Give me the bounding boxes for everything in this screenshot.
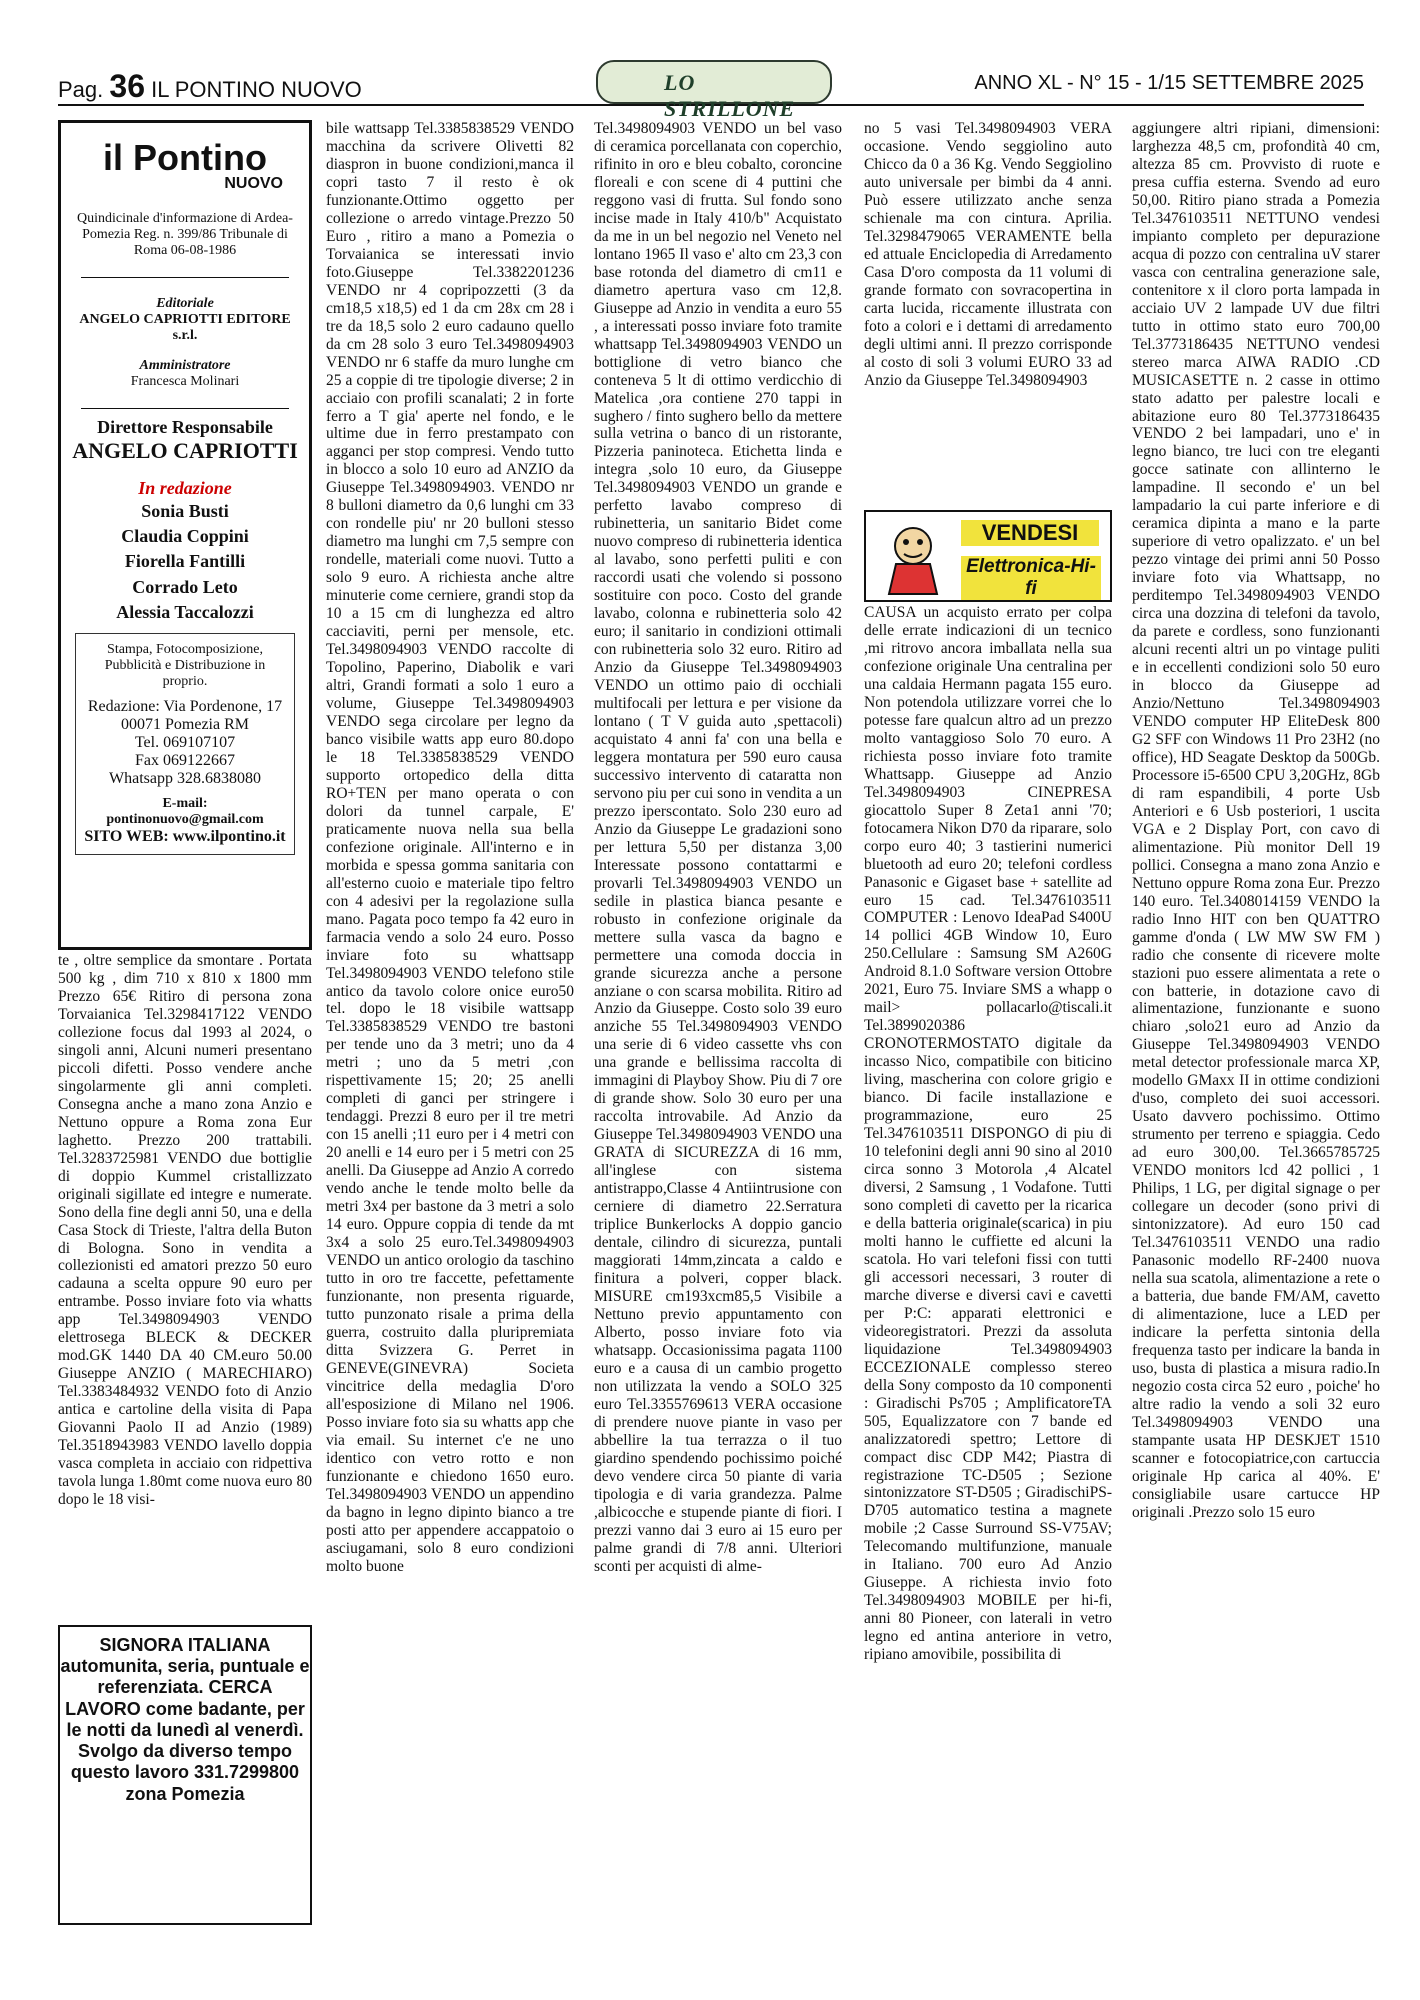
signora-ad xyxy=(58,1625,312,1925)
page-header xyxy=(58,68,1364,121)
editoriale-label: Editoriale xyxy=(156,296,214,311)
classifieds-col-2 xyxy=(326,120,574,1575)
page-number xyxy=(58,68,362,105)
address: Redazione: Via Pordenone, 17 00071 Pomezia RM xyxy=(87,697,283,733)
direttore: ANGELO CAPRIOTTI xyxy=(72,438,298,463)
fax: Fax 069122667 xyxy=(135,751,235,769)
vendesi-subtitle: Elettronica-Hi-fi xyxy=(961,556,1101,600)
classifieds-col-5 xyxy=(1132,120,1380,1522)
vendor-mascot-icon xyxy=(874,518,952,596)
strillone-logo xyxy=(596,60,832,121)
issue-info: ANNO XL - N° 15 - 1/15 SETTEMBRE 2025 xyxy=(974,72,1364,94)
registration-info: Quindicinale d'informazione di Ardea-Pomezia Reg. n. 399/86 Tribunale di Roma 06-08-1986 xyxy=(77,211,293,258)
paper-name: IL PONTINO NUOVO xyxy=(151,77,362,102)
classifieds-col-4 xyxy=(864,120,1112,390)
classifieds-col-1 xyxy=(58,952,312,1509)
masthead-title: il Pontino xyxy=(103,137,267,178)
editoriale: ANGELO CAPRIOTTI EDITORE s.r.l. xyxy=(79,312,291,343)
masthead-box xyxy=(58,120,312,950)
pag-label: Pag. xyxy=(58,77,104,102)
divider xyxy=(81,277,289,278)
vendesi-banner xyxy=(864,510,1112,602)
signora-text: SIGNORA ITALIANA automunita, seria, puntuale e referenziata. CERCA LAVORO come badante, per le notti da lunedì al venerdì. Svolgo da diverso tempo questo lavoro 331.7299800 zona Pomezia xyxy=(60,1635,310,1804)
amministratore-label: Amministratore xyxy=(139,358,231,373)
masthead-subtitle: NUOVO xyxy=(224,175,283,192)
pag-num: 36 xyxy=(109,68,145,104)
redazione-names: Sonia Busti Claudia Coppini Fiorella Fantilli Corrado Leto Alessia Taccalozzi xyxy=(116,501,254,622)
vendesi-title: VENDESI xyxy=(961,520,1099,546)
amministratore: Francesca Molinari xyxy=(130,374,240,389)
stampa-info: Stampa, Fotocomposizione, Pubblicità e Distribuzione in proprio. xyxy=(104,641,266,689)
direttore-label: Direttore Responsabile xyxy=(97,417,273,437)
classified-text: bile wattsapp Tel.3385838529 VENDO macchina da scrivere Olivetti 82 diaspron in buone condizioni,manca il copri tasto 7 il resto è ok funzionante.Ottimo oggetto per collezione o arredo vintage.Prezzo 50 Euro , ritiro a mano a Pomezia o Torvaianica se interessati invio foto.Giuseppe Tel.3382201236 VENDO nr 4 copripozzetti (3 da cm18,5 x18,5) ed 1 da cm 28x cm 28 i tre da 18,5 solo 2 euro cadauno quello da cm 28 solo 3 euro Tel.3498094903 VENDO nr 6 staffe da muro lunghe cm 25 a coppie di tre tipologie diverse; 2 in acciaio con profili scanalati; 2 in forte ferro a T gia' aperte nel fondo, e le ultime due in ferro prestampato con agganci per stop compresi. Vendo tutto in blocco a solo 10 euro ad ANZIO da Giuseppe Tel.3498094903. VENDO nr 8 bulloni diametro da 0,6 lunghi cm 33 con rondelle piu' nr 20 bulloni stesso diametro ma lunghi cm 7,5 sempre con rondelle, materiali come nuovi. Tutto a solo 9 euro. A richiesta anche altre minuterie come cerniere, grandi stop da 10 a 15 cm di lunghezza ed altro cacciaviti, perni per mensole, etc. Tel.3498094903 VENDO raccolte di Topolino, Paperino, Diabolik e vari altri, Grandi formati a solo 1 euro a volume, Giuseppe Tel.3498094903 VENDO sega circolare per legno da banco visibile watts app euro 80.dopo le 18 Tel.3385838529 VENDO supporto ortopedico della ditta RO+TEN per mano operata o con dolori da tunnel carpale, E' praticamente nuova nella sua bella confezione originale. All'interno e in morbida e spessa gomma sanitaria con all'esterno cuoio e materiale tipo feltro con 4 adesivi per la regolazione sulla mano. Pagata poco tempo fa 42 euro in farmacia vendo a solo 24 euro. Posso inviare foto su whattsapp Tel.3498094903 VENDO telefono stile antico da tavolo colore onice euro50 tel. dopo le 18 visibile wattsapp Tel.3385838529 VENDO tre bastoni per tende uno da 3 metri; uno da 4 metri ; uno da 5 metri ,con rispettivamente 15; 20; 25 anelli completi di ganci per stringere i tendaggi. Prezzi 8 euro per il tre metri con 15 anelli ;11 euro per i 4 metri con 20 anelli e 14 euro per i 5 metri con 25 anelli. Da Giuseppe ad Anzio A corredo vendo anche le tende molto belle da metri 3x4 per bastone da 3 metri a solo 14 euro. Oppure coppia di tende da mt 3x4 a solo 25 euro.Tel.3498094903 VENDO un antico orologio da taschino tutto in oro tre faccette, pefettamente funzionante, non presenta riguarde, tutto punzonato risale a prima della guerra, costruito dalla pluripremiata ditta Svizzera G. Perret in GENEVE(GINEVRA) Societa vincitrice della medaglia D'oro all'esposizione di Milano nel 1906. Posso inviare foto sia su whatts app che via email. Su internet c'e ne uno identico con vetro rotto e non funzionante e chiedono 1650 euro. Tel.3498094903 VENDO un appendino da bagno in legno dipinto bianco a tre posti atto per appendere accappatoio o asciugamani, solo 8 euro condizioni molto buone xyxy=(326,120,574,1575)
classified-text: Tel.3498094903 VENDO un bel vaso di ceramica porcellanata con coperchio, rifinito in oro e bleu cobalto, coroncine floreali e con scene di 4 puttini che reggono vasi di frutta. Sul fondo sono incise made in Italy 410/b" Acquistato da me in un bel negozio nel Veneto nel lontano 1965 Il vaso e' alto cm 23,3 con base rotonda del diametro di cm11 e diametro apertura vaso cm 12,8. Giuseppe ad Anzio in vendita a euro 55 , a interessati posso inviare foto tramite whattsapp Tel.3498094903 VENDO un bottiglione di vetro bianco che conteneva 5 lt di ottimo verdicchio di Matelica ,ora contiene 270 tappi in sughero / finto sughero bello da mettere sulla vetrina o banco di un ristorante, Pizzeria paninoteca. Etichetta linda e integra ,solo 10 euro, da Giuseppe Tel.3498094903 VENDO un grande e perfetto lavabo compreso di rubinetteria, un sanitario Bidet come nuovo compreso di rubinetteria identica al lavabo, sono perfetti puliti e con raccordi usati che volendo si possono sostituire con poco. Costo del grande lavabo, colonna e rubinetteria solo 42 euro; il sanitario in condizioni ottimali con rubinetteria solo 32 euro. Ritiro ad Anzio da Giuseppe Tel.3498094903 VENDO un ottimo paio di occhiali multifocali per lettura e per visione da lontano ( T V guida auto ,spettacoli) acquistato 4 anni fa' con una bella e leggera montatura per 590 euro causa successivo intervento di cataratta non servono piu per cui sono in vendita a un prezzo iperscontato. Solo 230 euro ad Anzio da Giuseppe Le gradazioni sono per lettura 5,50 per distanza 3,00 Interessate possono contattarmi e provarli Tel.3498094903 VENDO un sedile in plastica bianca pesante e robusto in confezione originale da mettere sulla vasca da bagno e permettere una comoda doccia in grande sicurezza anche a persone anziane o con scarsa mobilita. Ritiro ad Anzio da Giuseppe. Costo solo 39 euro anziche 55 Tel.3498094903 VENDO una serie di 6 video cassette vhs con una grande e bellissima raccolta di immagini di Playboy Show. Piu di 7 ore di grande show. Solo 30 euro per una raccolta introvabile. Ad Anzio da Giuseppe Tel.3498094903 VENDO una GRATA di SICUREZZA di 16 mm, all'inglese con sistema antistrappo,Classe 4 Antiintrusione con cerniere di diametro 22.Serratura triplice Bunkerlocks A doppio gancio dentale, cilindro di sicurezza, puntali maggiorati 14mm,zincata a caldo e finitura a polveri, copper black. MISURE cm193xcm85,5 Visibile a Nettuno previo appuntamento con Alberto, posso inviare foto via whatsapp. Occasionissima pagata 1100 euro e a causa di un cambio progetto non utilizzata la vendo a SOLO 325 euro Tel.3355769613 VERA occasione di prendere nuove piante in vaso per abbellire la tua terrazza o il tuo giardino spendendo pochissimo poiché devo vendere circa 50 piante di varia tipologia e di varia grandezza. Palme ,albicocche e stupende piante di fiori. I prezzi vanno dai 3 euro ai 15 euro per palme grandi di 7/8 anni. Ulteriori sconti per acquisti di alme- xyxy=(594,120,842,1575)
classified-text: no 5 vasi Tel.3498094903 VERA occasione. Vendo seggiolino auto Chicco da 0 a 36 Kg. Vendo Seggiolino auto universale per bimbi da 4 anni. Può essere utilizzato anche senza schienale ma con cintura. Aprilia. Tel.3298479065 VERAMENTE bella ed attuale Enciclopedia di Arredamento Casa D'oro composta da 11 volumi di grande formato con sovracopertina in carta lucida, riccamente illustrata con foto a colori e i dettami di arredamento degli ultimi anni. Il prezzo corrisponde al costo di soli 3 volumi EURO 33 ad Anzio da Giuseppe Tel.3498094903 xyxy=(864,120,1112,389)
contact-box xyxy=(75,633,295,855)
website[interactable]: SITO WEB: www.ilpontino.it xyxy=(84,827,286,845)
redazione-label: In redazione xyxy=(138,478,232,498)
classified-text: te , oltre semplice da smontare . Portata 500 kg , dim 710 x 810 x 1800 mm Prezzo 65€ Ritiro di persona zona Torvaianica Tel.3298417122 VENDO collezione focus dal 1993 al 2024, o singoli anni, Alcuni numeri presentano piccoli difetti. Posso vendere anche singolarmente gli anni completi. Consegna anche a mano zona Anzio e Nettuno oppure a Roma zona Eur laghetto. Prezzo 200 trattabili. Tel.3283725981 VENDO due bottiglie di doppio Kummel cristallizzato originali sigillate ed integre e numerate. Sono della fine degli anni 50, una e della Casa Stock di Trieste, l'altra della Buton di Bologna. Sono in vendita a collezionisti ed amatori prezzo 50 euro cadauna a scelta oppure 90 euro per entrambe. Posso inviare foto via whatts app Tel.3498094903 VENDO elettrosega BLECK & DECKER mod.GK 1440 DA 40 CM.euro 50.00 Giuseppe ANZIO ( MARECHIARO) Tel.3383484932 VENDO foto di Anzio antica e cartoline della visita di Papa Giovanni Paolo II ad Anzio (1989) Tel.3518943983 VENDO lavello doppia vasca completa in acciaio con ridpettiva tavola lunga 1.80mt come nuova euro 80 dopo le 18 visi- xyxy=(58,952,312,1509)
classified-text: CAUSA un acquisto errato per colpa delle errate indicazioni di un tecnico ,mi ritrovo ancora imballata nella sua confezione originale Una centralina per una caldaia Hermann pagata 155 euro. Non potendola utilizzare vorrei che lo potesse fare qualcun altro ad un prezzo molto vantaggioso Solo 70 euro. A richiesta posso inviare foto tramite Whattsapp. Giuseppe ad Anzio Tel.3498094903 CINEPRESA giocattolo Super 8 Zeta1 anni '70; fotocamera Nikon D70 da riparare, solo corpo euro 40; 3 tastierini numerici bluetooth ad euro 20; telefoni cordless Panasonic e Gigaset base + satellite ad euro 15 cad. Tel.3476103511 COMPUTER : Lenovo IdeaPad S400U 14 pollici 4GB Window 10, Euro 250.Cellulare : Samsung SM A260G Android 8.1.0 Software version Ottobre 2021, Euro 75. Inviare SMS a whapp o mail> pollacarlo@tiscali.it Tel.3899020386 CRONOTERMOSTATO digitale da incasso Nico, compatibile con biticino living, mascherina con colore grigio e bianco. Di facile installazione e programmazione, euro 25 Tel.3476103511 DISPONGO di piu di 10 telefonini degli anni 90 sino al 2010 circa sonno 3 Motorola ,4 Alcatel diversi, 2 Samsung , 1 Vodafone. Tutti sono completi di cavetto per la ricarica e della batteria originale(scarica) in piu molti hanno le cuffiette ed alcuni la scatola. Ho vari telefoni fissi con tutti gli accessori necessari, 3 router di marche diverse e diversi cavi e cavetti per P:C: apparati elettronici e videoregistratori. Prezzi da assoluta liquidazione Tel.3498094903 ECCEZIONALE complesso stereo della Sony composto da 10 componenti : Giradischi Ps705 ; AmplificatoreTA 505, Equalizzatore con 7 bande ed analizzatoredi spettro; Lettore di compact disc CDP M42; Piastra di registrazione TC-D505 ; Sezione sintonizzatore ST-D505 ; GiradischiPS-D705 automatico testina a magnete mobile ;2 Casse Surround SS-V75AV; Telecomando multifunzione, manuale in Italiano. 700 euro Ad Anzio Giuseppe. A richiesta invio foto Tel.3498094903 MOBILE per hi-fi, anni 80 Pioneer, con laterali in vetro legno ed antina anteriore in vetro, ripiano amovibile, possibilita di xyxy=(864,604,1112,1664)
classifieds-col-4b xyxy=(864,604,1112,1664)
tel: Tel. 069107107 xyxy=(134,733,236,751)
whatsapp: Whatsapp 328.6838080 xyxy=(109,769,261,787)
email[interactable]: E-mail: pontinonuovo@gmail.com xyxy=(106,795,264,827)
divider xyxy=(81,408,289,409)
logo-text: LO STRILLONE xyxy=(664,70,796,121)
classifieds-col-3 xyxy=(594,120,842,1575)
classified-text: aggiungere altri ripiani, dimensioni: larghezza 48,5 cm, profondità 40 cm, altezza 85 cm. Provvisto di ruote e presa cuffia esterna. Svendo ad euro 50,00. Ritiro piano strada a Pomezia Tel.3476103511 NETTUNO vendesi impianto completo per depurazione acqua di pozzo con centralina uV starer vasca con centralina generazione sale, contenitore x il cloro porta lampada in acciaio UV 2 lampade UV due filtri tutto in ottimo stato euro 700,00 Tel.3773186435 NETTUNO vendesi stereo marca AIWA RADIO .CD MUSICASETTE n. 2 casse in ottimo stato adatto per palestre locali e abitazione euro 80 Tel.3773186435 VENDO 2 bei lampadari, uno e' in legno bianco, tre luci con tre eleganti gocce satinate con allinterno le lampadine. Il secondo e' un bel lampadario la cui parte inferiore e di ceramica dipinta a mano e la parte superiore di vetro opalizzato. e' un bel pezzo vintage dei primi anni 50 Posso inviare foto via Whattsapp, no perditempo Tel.3498094903 VENDO circa una dozzina di telefoni da tavolo, da parete e cordless, sono funzionanti alcuni recenti altri un po vintage puliti e in eccellenti condizioni solo 50 euro in blocco da Giuseppe ad Anzio/Nettuno Tel.3498094903 VENDO computer HP EliteDesk 800 G2 SFF con Windows 11 Pro 23H2 (no office), HD Seagate Desktop da 500Gb. Processore i5-6500 CPU 3,20GHz, 8Gb di ram espandibili, 4 porte Usb Anteriori e 6 Usb posteriori, 1 uscita VGA e 2 Display Port, con cavo di alimentazione. Più monitor Dell 19 pollici. Consegna a mano zona Anzio e Nettuno oppure Roma zona Eur. Prezzo 140 euro. Tel.3408014159 VENDO la radio Inno HIT con ben QUATTRO gamme d'onda ( LW MW SW FM ) radio che consente di ricevere molte stazioni puo essere alimentata a rete o con batterie, in dotazione cavo di alimentazione, funzionante e suono chiaro ,solo21 euro ad Anzio da Giuseppe Tel.3498094903 VENDO metal detector professionale marca XP, modello GMaxx II in ottime condizioni d'uso, completo dei suoi accessori. Usato davvero pochissimo. Ottimo strumento per terreno e spiaggia. Cedo ad euro 300,00. Tel.3665785725 VENDO monitors lcd 42 pollici , 1 Philips, 1 LG, per digital signage o per collegare un decoder (sono privi di sintonizzatore). Ad euro 150 cad Tel.3476103511 VENDO una radio Panasonic modello RF-2400 nuova nella sua scatola, alimentazione a rete o a batteria, due bande FM/AM, cavetto di alimentazione, luce a LED per indicare la perfetta sintonia della frequenza tasto per indicare la banda in uso, busta di plastica a misura radio.In negozio costa circa 52 euro , poiche' ho altre radio la vendo a soli 32 euro Tel.3498094903 VENDO una stampante usata HP DESKJET 1510 scanner e fotocopiatrice,con cartuccia originale Hp carica al 40%. E' consigliabile usare cartucce HP originali .Prezzo solo 15 euro xyxy=(1132,120,1380,1521)
